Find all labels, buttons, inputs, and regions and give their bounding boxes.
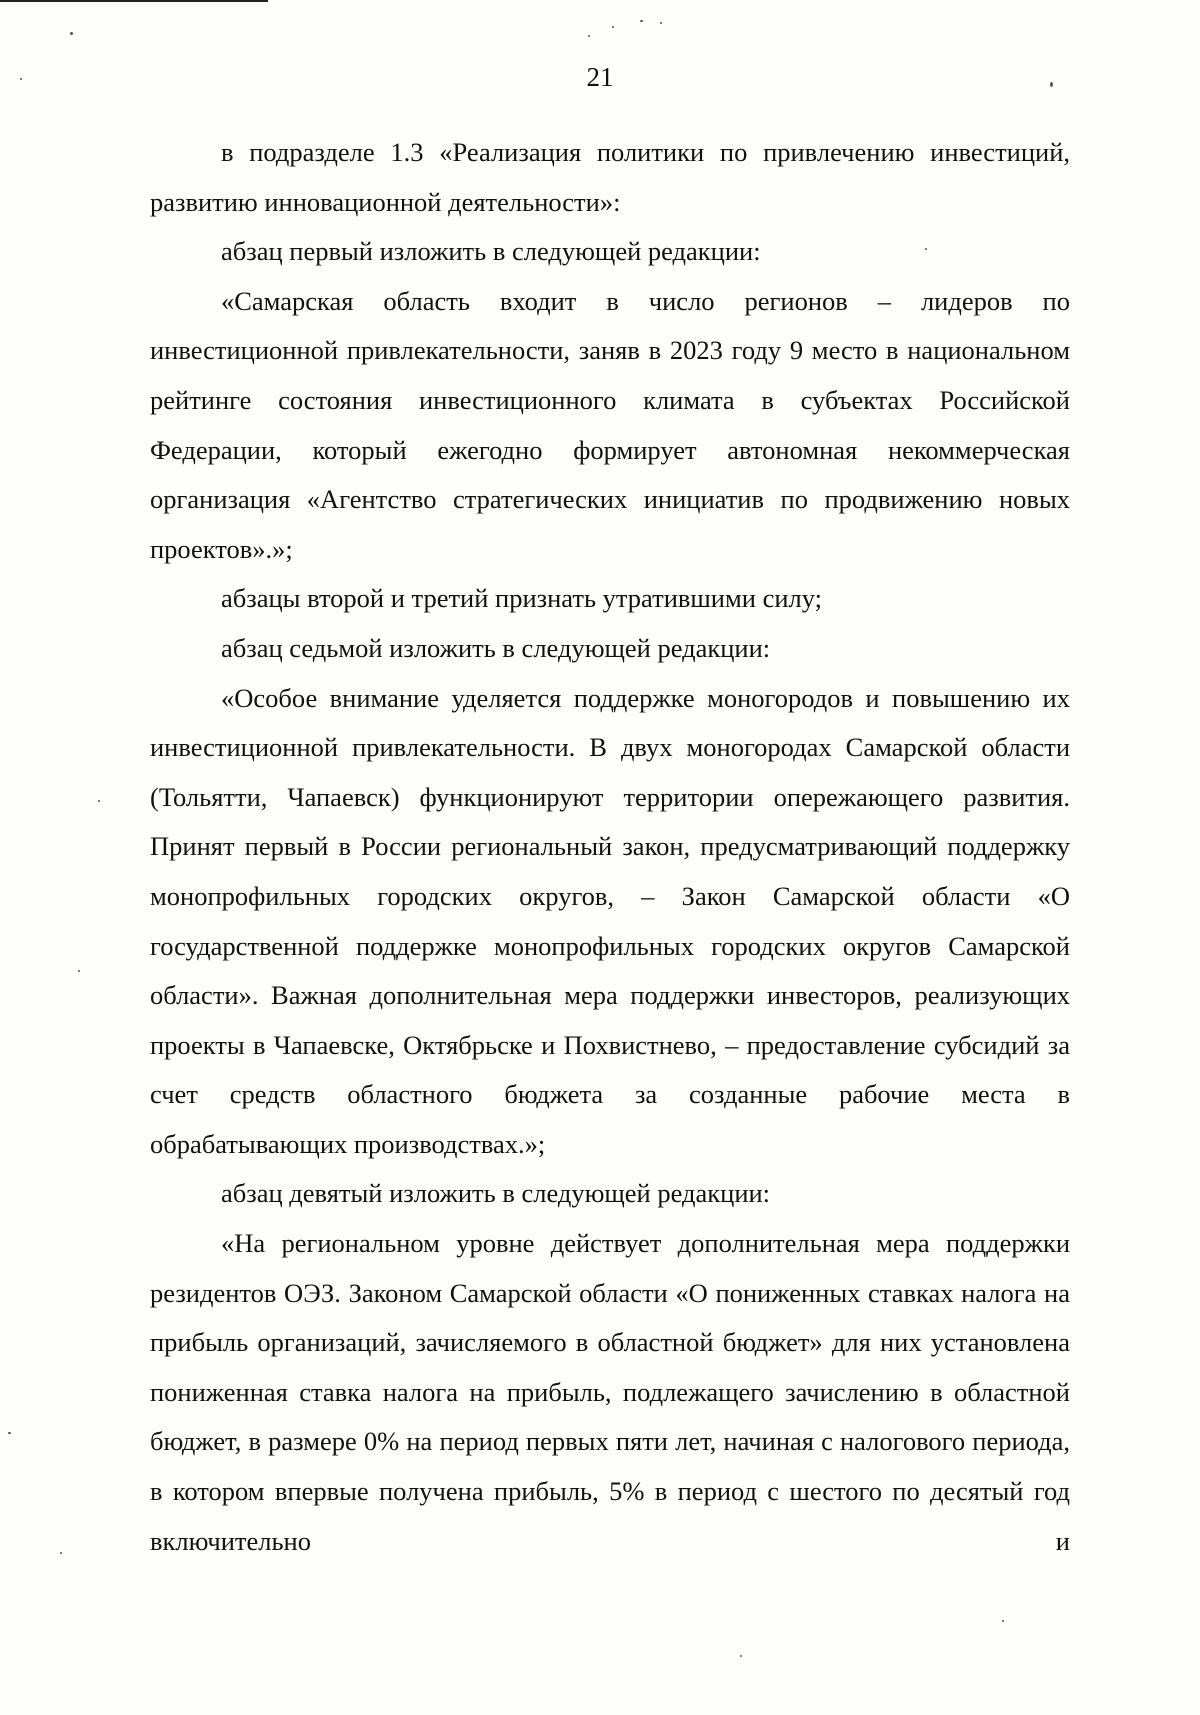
scan-speck — [20, 78, 22, 80]
scan-speck — [8, 1432, 11, 1434]
document-body — [150, 128, 1070, 1566]
paragraph-instruction: абзац девятый изложить в следующей редакции: — [221, 1178, 771, 1209]
scan-speck — [612, 26, 614, 28]
scan-edge-line — [0, 0, 268, 2]
scan-speck — [588, 35, 590, 37]
scan-speck — [60, 1552, 62, 1554]
paragraph-quote-investment: «Самарская область входит в число регионов – лидеров по инвестиционной привлекательности, заняв в 2023 году 9 место в национальном рейтинге состояния инвестиционного климата в субъектах Российской Федерации, который ежегодно формирует автономная некоммерческая организация «Агентство стратегических инициатив по продвижению новых проектов».»; — [150, 285, 1070, 564]
scan-speck — [660, 22, 662, 24]
paragraph-instruction: абзац седьмой изложить в следующей редакции: — [221, 632, 771, 663]
scan-speck — [1002, 1620, 1004, 1622]
scan-speck — [78, 970, 80, 972]
paragraph-instruction: абзац первый изложить в следующей редакции: — [221, 236, 761, 267]
scan-speck — [925, 248, 927, 250]
scan-speck — [740, 1655, 742, 1657]
scan-speck — [640, 20, 643, 22]
scan-speck — [98, 800, 100, 802]
paragraph-quote-tax: «На региональном уровне действует дополнительная мера поддержки резидентов ОЭЗ. Законом Самарской области «О пониженных ставках налога на прибыль организаций, зачисляемого в областной бюджет» для них установлена пониженная ставка налога на прибыль, подлежащего зачислению в областной бюджет, в размере 0% на период первых пяти лет, начиная с налогового периода, в котором впервые получена прибыль, 5% в период с шестого по десятый год включительно и — [150, 1228, 1070, 1556]
paragraph-section-heading: в подразделе 1.3 «Реализация политики по привлечению инвестиций, развитию инновационной деятельности»: — [150, 137, 1070, 217]
scan-speck — [70, 32, 73, 35]
paragraph-quote-monotowns: «Особое внимание уделяется поддержке моногородов и повышению их инвестиционной привлекательности. В двух моногородах Самарской области (Тольятти, Чапаевск) функционируют территории опережающего развития. Принят первый в России региональный закон, предусматривающий поддержку монопрофильных городских округов, – Закон Самарской области «О государственной поддержке монопрофильных городских округов Самарской области». Важная дополнительная мера поддержки инвесторов, реализующих проекты в Чапаевске, Октябрьске и Похвистнево, – предоставление субсидий за счет средств областного бюджета за созданные рабочие места в обрабатывающих производствах.»; — [150, 682, 1070, 1159]
paragraph-instruction: абзацы второй и третий признать утратившими силу; — [221, 583, 822, 614]
scan-speck — [1050, 82, 1053, 87]
page-number: 21 — [586, 62, 614, 92]
